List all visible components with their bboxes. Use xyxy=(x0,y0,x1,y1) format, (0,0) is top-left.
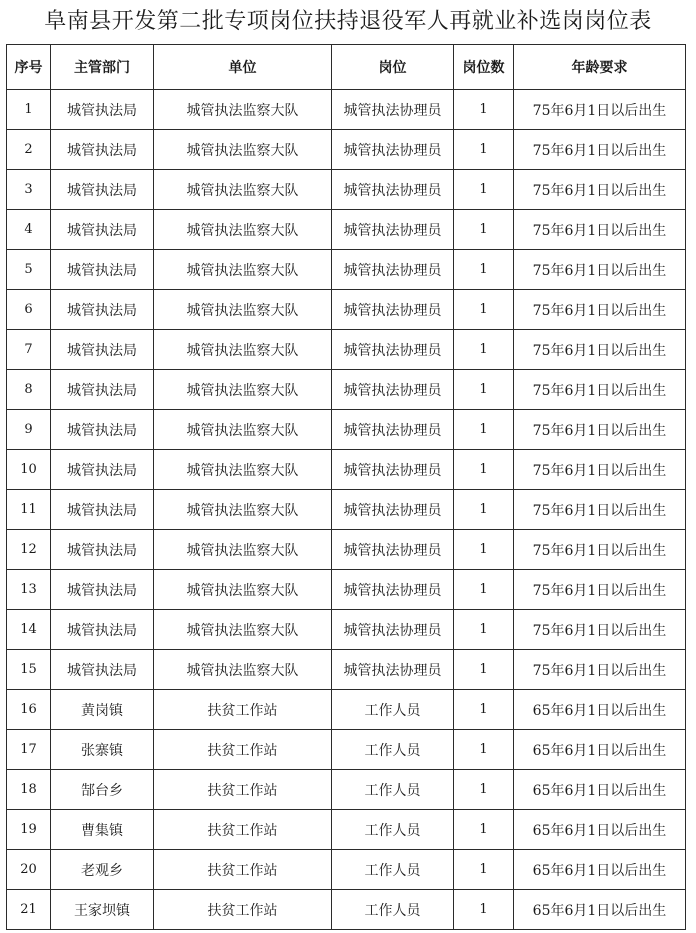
cell-age-requirement: 65年6月1日以后出生 xyxy=(514,850,686,890)
cell-position: 城管执法协理员 xyxy=(332,210,454,250)
cell-age-requirement: 75年6月1日以后出生 xyxy=(514,290,686,330)
cell-index: 13 xyxy=(7,570,51,610)
cell-department: 城管执法局 xyxy=(51,410,154,450)
table-row xyxy=(7,810,686,850)
table-row xyxy=(7,850,686,890)
table-row xyxy=(7,770,686,810)
table-row xyxy=(7,210,686,250)
cell-unit: 城管执法监察大队 xyxy=(154,490,332,530)
cell-position: 工作人员 xyxy=(332,690,454,730)
cell-position: 城管执法协理员 xyxy=(332,250,454,290)
cell-department: 郜台乡 xyxy=(51,770,154,810)
table-row xyxy=(7,290,686,330)
cell-position: 工作人员 xyxy=(332,770,454,810)
header-position: 岗位 xyxy=(332,45,454,90)
cell-department: 城管执法局 xyxy=(51,90,154,130)
cell-position-count: 1 xyxy=(454,250,514,290)
cell-position: 城管执法协理员 xyxy=(332,410,454,450)
cell-position: 城管执法协理员 xyxy=(332,650,454,690)
table-row xyxy=(7,570,686,610)
cell-department: 城管执法局 xyxy=(51,130,154,170)
cell-unit: 扶贫工作站 xyxy=(154,770,332,810)
cell-position-count: 1 xyxy=(454,610,514,650)
cell-age-requirement: 75年6月1日以后出生 xyxy=(514,130,686,170)
cell-department: 城管执法局 xyxy=(51,570,154,610)
cell-index: 3 xyxy=(7,170,51,210)
cell-department: 黄岗镇 xyxy=(51,690,154,730)
cell-unit: 城管执法监察大队 xyxy=(154,290,332,330)
cell-unit: 城管执法监察大队 xyxy=(154,450,332,490)
cell-age-requirement: 75年6月1日以后出生 xyxy=(514,210,686,250)
cell-department: 张寨镇 xyxy=(51,730,154,770)
cell-index: 5 xyxy=(7,250,51,290)
cell-department: 城管执法局 xyxy=(51,330,154,370)
table-row xyxy=(7,330,686,370)
header-position-count: 岗位数 xyxy=(454,45,514,90)
cell-position: 城管执法协理员 xyxy=(332,490,454,530)
cell-index: 21 xyxy=(7,890,51,930)
cell-position-count: 1 xyxy=(454,170,514,210)
cell-age-requirement: 75年6月1日以后出生 xyxy=(514,610,686,650)
cell-index: 12 xyxy=(7,530,51,570)
cell-unit: 城管执法监察大队 xyxy=(154,90,332,130)
table-row xyxy=(7,610,686,650)
cell-unit: 城管执法监察大队 xyxy=(154,170,332,210)
cell-position: 城管执法协理员 xyxy=(332,370,454,410)
cell-unit: 扶贫工作站 xyxy=(154,890,332,930)
cell-age-requirement: 65年6月1日以后出生 xyxy=(514,690,686,730)
table-row xyxy=(7,530,686,570)
cell-position-count: 1 xyxy=(454,450,514,490)
cell-age-requirement: 75年6月1日以后出生 xyxy=(514,410,686,450)
cell-position-count: 1 xyxy=(454,890,514,930)
cell-index: 10 xyxy=(7,450,51,490)
cell-index: 2 xyxy=(7,130,51,170)
cell-position: 城管执法协理员 xyxy=(332,450,454,490)
cell-position-count: 1 xyxy=(454,330,514,370)
cell-unit: 扶贫工作站 xyxy=(154,690,332,730)
cell-position-count: 1 xyxy=(454,210,514,250)
cell-position: 工作人员 xyxy=(332,730,454,770)
cell-department: 曹集镇 xyxy=(51,810,154,850)
cell-department: 城管执法局 xyxy=(51,650,154,690)
position-table xyxy=(6,44,686,930)
cell-index: 20 xyxy=(7,850,51,890)
cell-department: 城管执法局 xyxy=(51,490,154,530)
cell-age-requirement: 75年6月1日以后出生 xyxy=(514,650,686,690)
cell-index: 19 xyxy=(7,810,51,850)
cell-index: 4 xyxy=(7,210,51,250)
cell-department: 城管执法局 xyxy=(51,450,154,490)
cell-age-requirement: 65年6月1日以后出生 xyxy=(514,890,686,930)
cell-position: 工作人员 xyxy=(332,810,454,850)
cell-position: 城管执法协理员 xyxy=(332,330,454,370)
cell-position-count: 1 xyxy=(454,290,514,330)
cell-unit: 城管执法监察大队 xyxy=(154,650,332,690)
cell-position-count: 1 xyxy=(454,490,514,530)
document-title: 阜南县开发第二批专项岗位扶持退役军人再就业补选岗岗位表 xyxy=(44,9,652,34)
cell-index: 8 xyxy=(7,370,51,410)
cell-age-requirement: 65年6月1日以后出生 xyxy=(514,810,686,850)
table-row xyxy=(7,250,686,290)
cell-unit: 城管执法监察大队 xyxy=(154,410,332,450)
cell-position-count: 1 xyxy=(454,770,514,810)
cell-position: 城管执法协理员 xyxy=(332,610,454,650)
cell-department: 城管执法局 xyxy=(51,610,154,650)
cell-position: 城管执法协理员 xyxy=(332,170,454,210)
cell-age-requirement: 75年6月1日以后出生 xyxy=(514,170,686,210)
cell-department: 王家坝镇 xyxy=(51,890,154,930)
cell-index: 16 xyxy=(7,690,51,730)
cell-position-count: 1 xyxy=(454,130,514,170)
cell-position: 城管执法协理员 xyxy=(332,90,454,130)
cell-unit: 扶贫工作站 xyxy=(154,850,332,890)
cell-position-count: 1 xyxy=(454,570,514,610)
cell-department: 城管执法局 xyxy=(51,530,154,570)
table-row xyxy=(7,650,686,690)
cell-age-requirement: 75年6月1日以后出生 xyxy=(514,530,686,570)
cell-index: 7 xyxy=(7,330,51,370)
header-row xyxy=(7,45,686,90)
cell-department: 城管执法局 xyxy=(51,250,154,290)
cell-index: 17 xyxy=(7,730,51,770)
table-row xyxy=(7,370,686,410)
cell-age-requirement: 75年6月1日以后出生 xyxy=(514,570,686,610)
cell-unit: 城管执法监察大队 xyxy=(154,330,332,370)
cell-index: 6 xyxy=(7,290,51,330)
cell-position-count: 1 xyxy=(454,850,514,890)
cell-position-count: 1 xyxy=(454,690,514,730)
table-row xyxy=(7,690,686,730)
cell-position: 城管执法协理员 xyxy=(332,130,454,170)
cell-position-count: 1 xyxy=(454,410,514,450)
cell-age-requirement: 75年6月1日以后出生 xyxy=(514,370,686,410)
cell-department: 城管执法局 xyxy=(51,370,154,410)
cell-position: 城管执法协理员 xyxy=(332,290,454,330)
cell-index: 15 xyxy=(7,650,51,690)
cell-unit: 城管执法监察大队 xyxy=(154,570,332,610)
cell-index: 9 xyxy=(7,410,51,450)
table-row xyxy=(7,730,686,770)
cell-unit: 城管执法监察大队 xyxy=(154,610,332,650)
cell-unit: 扶贫工作站 xyxy=(154,810,332,850)
header-unit: 单位 xyxy=(154,45,332,90)
cell-position-count: 1 xyxy=(454,370,514,410)
cell-age-requirement: 65年6月1日以后出生 xyxy=(514,730,686,770)
cell-index: 1 xyxy=(7,90,51,130)
cell-age-requirement: 75年6月1日以后出生 xyxy=(514,330,686,370)
header-index: 序号 xyxy=(7,45,51,90)
cell-department: 城管执法局 xyxy=(51,290,154,330)
cell-unit: 扶贫工作站 xyxy=(154,730,332,770)
cell-position-count: 1 xyxy=(454,530,514,570)
cell-department: 老观乡 xyxy=(51,850,154,890)
cell-index: 14 xyxy=(7,610,51,650)
cell-unit: 城管执法监察大队 xyxy=(154,370,332,410)
table-row xyxy=(7,450,686,490)
cell-index: 11 xyxy=(7,490,51,530)
cell-unit: 城管执法监察大队 xyxy=(154,130,332,170)
cell-position-count: 1 xyxy=(454,730,514,770)
cell-age-requirement: 65年6月1日以后出生 xyxy=(514,770,686,810)
cell-unit: 城管执法监察大队 xyxy=(154,210,332,250)
cell-position-count: 1 xyxy=(454,810,514,850)
cell-age-requirement: 75年6月1日以后出生 xyxy=(514,250,686,290)
cell-index: 18 xyxy=(7,770,51,810)
cell-age-requirement: 75年6月1日以后出生 xyxy=(514,490,686,530)
table-row xyxy=(7,130,686,170)
table-row xyxy=(7,170,686,210)
cell-department: 城管执法局 xyxy=(51,210,154,250)
table-body xyxy=(7,90,686,930)
cell-position-count: 1 xyxy=(454,90,514,130)
header-department: 主管部门 xyxy=(51,45,154,90)
table-row xyxy=(7,490,686,530)
cell-department: 城管执法局 xyxy=(51,170,154,210)
cell-position: 工作人员 xyxy=(332,890,454,930)
cell-position-count: 1 xyxy=(454,650,514,690)
cell-age-requirement: 75年6月1日以后出生 xyxy=(514,90,686,130)
table-row xyxy=(7,90,686,130)
cell-position: 工作人员 xyxy=(332,850,454,890)
table-row xyxy=(7,410,686,450)
cell-position: 城管执法协理员 xyxy=(332,570,454,610)
header-age-requirement: 年龄要求 xyxy=(514,45,686,90)
cell-unit: 城管执法监察大队 xyxy=(154,530,332,570)
cell-age-requirement: 75年6月1日以后出生 xyxy=(514,450,686,490)
table-header xyxy=(7,45,686,90)
cell-position: 城管执法协理员 xyxy=(332,530,454,570)
table-row xyxy=(7,890,686,930)
cell-unit: 城管执法监察大队 xyxy=(154,250,332,290)
